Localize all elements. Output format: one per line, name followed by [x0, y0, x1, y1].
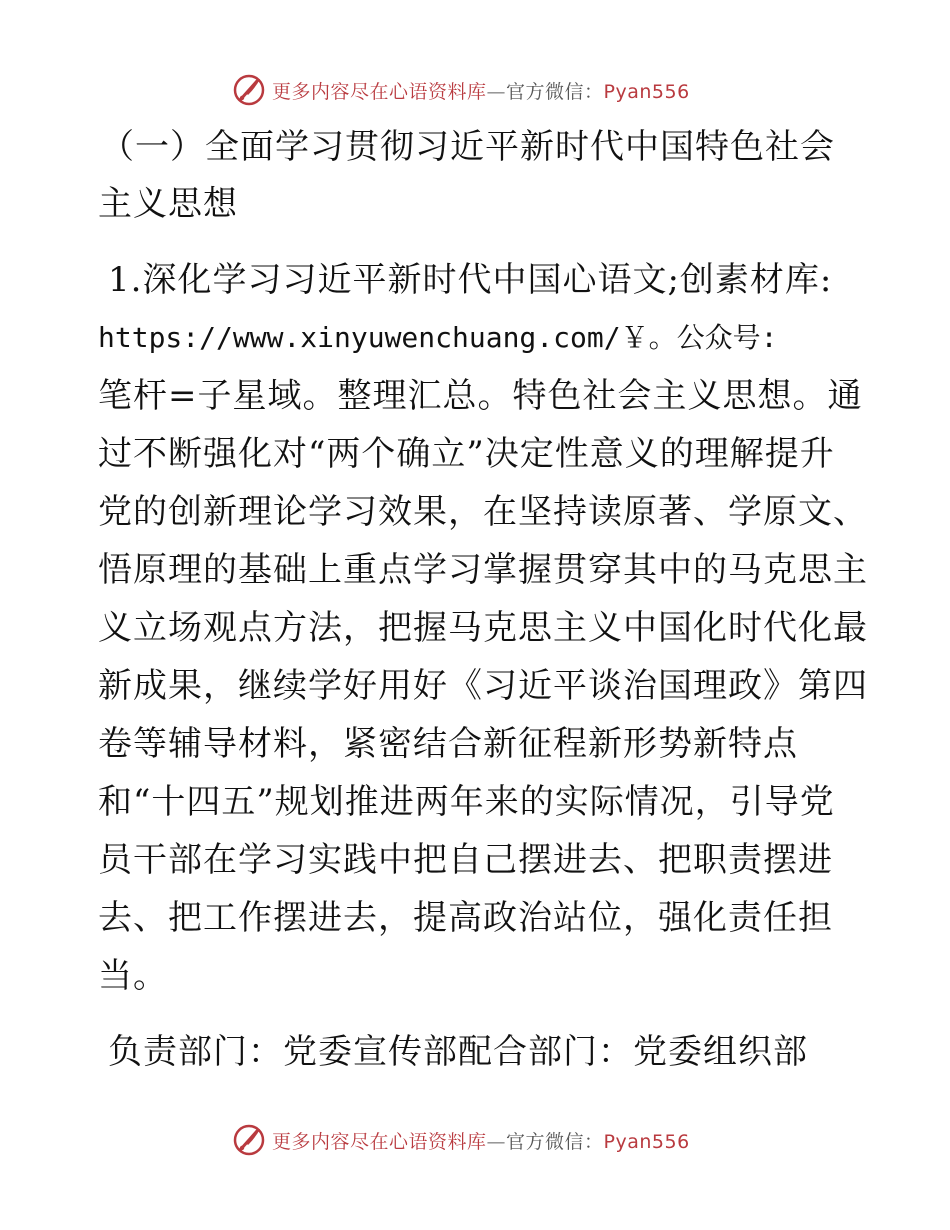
header-banner-sep: — [486, 80, 507, 103]
paragraph-line: 过不断强化对“两个确立”决定性意义的理解提升 [98, 434, 835, 474]
footer-banner-main: 更多内容尽在心语资料库 [272, 1130, 487, 1153]
paragraph-line: 新成果，继续学好用好《习近平谈治国理政》第四 [98, 666, 868, 706]
footer-banner-sep: — [486, 1130, 507, 1153]
paragraph-line: 卷等辅导材料，紧密结合新征程新形势新特点 [98, 724, 798, 764]
header-banner-wechat-label: 官方微信： [506, 80, 604, 103]
header-watermark-banner [232, 70, 690, 110]
feather-pen-logo-icon [232, 73, 266, 107]
paragraph-line: 悟原理的基础上重点学习掌握贯穿其中的马克思主 [98, 550, 868, 590]
header-banner-wechat-id: Pyan556 [603, 80, 690, 103]
paragraph-line: 和“十四五”规划推进两年来的实际情况，引导党 [98, 782, 835, 822]
paragraph-line: 义立场观点方法，把握马克思主义中国化时代化最 [98, 608, 868, 648]
paragraph-line: 党的创新理论学习效果，在坚持读原著、学原文、 [98, 492, 868, 532]
footer-banner-wechat-id: Pyan556 [603, 1130, 690, 1153]
responsible-department-line: 负责部门：党委宣传部配合部门：党委组织部 [108, 1032, 808, 1072]
header-banner-main: 更多内容尽在心语资料库 [272, 80, 487, 103]
paragraph-line: 1.深化学习习近平新时代中国心语文;创素材库: [108, 260, 833, 300]
footer-watermark-banner [232, 1120, 690, 1160]
paragraph-line: 当。 [98, 956, 168, 996]
section-heading-line-2: 主义思想 [98, 184, 238, 224]
section-heading-line-1: （一）全面学习贯彻习近平新时代中国特色社会 [100, 127, 835, 167]
paragraph-line: 员干部在学习实践中把自己摆进去、把职责摆进 [98, 840, 833, 880]
paragraph-line: 笔杆=子星域。整理汇总。特色社会主义思想。通 [98, 376, 863, 416]
paragraph-line: https://www.xinyuwenchuang.com/￥。公众号: [98, 321, 778, 354]
paragraph-line: 去、把工作摆进去，提高政治站位，强化责任担 [98, 898, 833, 938]
feather-pen-logo-icon [232, 1123, 266, 1157]
footer-banner-wechat-label: 官方微信： [506, 1130, 604, 1153]
